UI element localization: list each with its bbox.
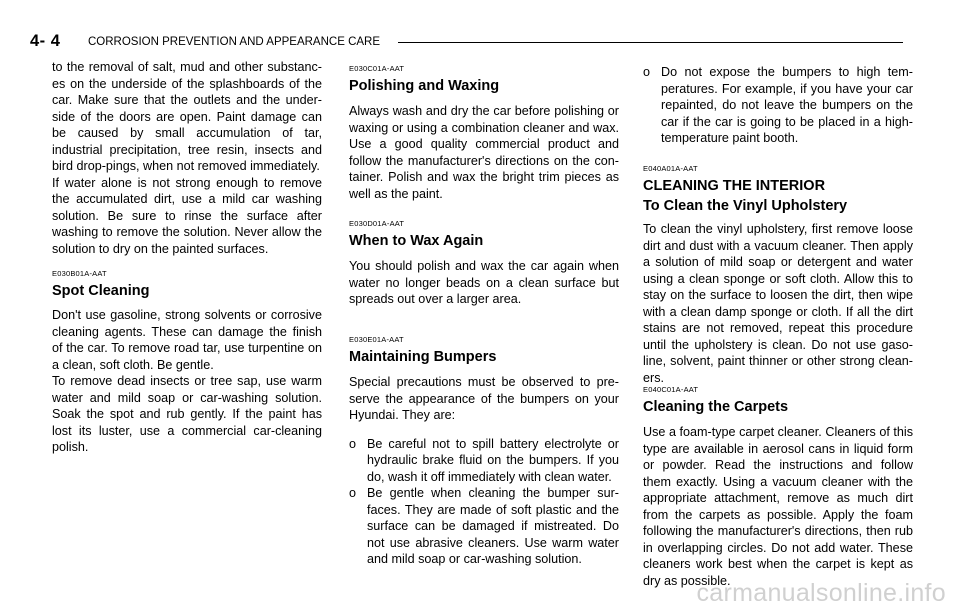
section-polishing-waxing	[349, 64, 619, 202]
list-item	[349, 436, 619, 486]
section-code: E030D01A-AAT	[349, 219, 405, 228]
section-when-to-wax	[349, 219, 619, 308]
section-title: Cleaning the Carpets	[643, 399, 789, 415]
list-item	[643, 64, 913, 147]
section-title: Polishing and Waxing	[349, 78, 500, 94]
page-header	[0, 0, 960, 60]
section-title: CLEANING THE INTERIOR	[643, 178, 826, 194]
polish-paragraph: Always wash and dry the car before polishing or waxing or using a combination cleaner and wax. Use a good quality commercial product and follow the manufacturer's directions on the con-tainer. Polish and wax the bright trim pieces as well as the paint.	[349, 104, 619, 201]
spot-paragraph-2: To remove dead insects or tree sap, use warm water and mild soap or car-washing solution. Soak the spot and rub gently. If the paint has lost its luster, use a commercial car-cleaning polish.	[52, 374, 322, 454]
section-subtitle: To Clean the Vinyl Upholstery	[643, 198, 848, 214]
bullet-text: Do not expose the bumpers to high tem-peratures. For example, if you have your car repainted, do not leave the bumpers on the car if the car is going to be placed in a high-temperature paint booth.	[661, 65, 913, 145]
section-code: E030E01A-AAT	[349, 335, 404, 344]
section-title: Spot Cleaning	[52, 283, 150, 299]
intro-paragraph-2: If water alone is not strong enough to remove the accumulated dirt, use a mild car washing solution. Be sure to rinse the surface after washing to remove the solution. Never allow the solution to dry on the painted surfaces.	[52, 175, 322, 256]
section-spot-cleaning	[52, 269, 322, 456]
section-code: E030B01A-AAT	[52, 269, 107, 278]
section-title: When to Wax Again	[349, 233, 484, 249]
carpets-paragraph: Use a foam-type carpet cleaner. Cleaners of this type are available in aerosol cans in liquid form or powder. Read the instructions and follow them exactly. Using a vacuum cleaner with the appropriate attachment, remove as much dirt from the carpets as possible. Apply the foam following the manufacturer's directions, then rub in overlapping circles. Do not add water. These cleaners work best when the carpet is kept as dry as possible.	[643, 425, 913, 588]
interior-paragraph: To clean the vinyl upholstery, first remove loose dirt and dust with a vacuum cleaner. Then apply a solution of mild soap or detergent and water using a clean sponge or soft cloth. Allow this to stay on the surface to loosen the dirt, then wipe with a clean damp sponge or cloth. If all the dirt stains are not removed, repeat this procedure until the upholstery is clean. Do not use gaso-line, solvent, paint thinner or other strong clean-ers.	[643, 222, 913, 385]
section-cleaning-interior	[643, 164, 913, 386]
header-rule	[398, 42, 903, 43]
bullet-marker: o	[349, 436, 357, 451]
chapter-title: CORROSION PREVENTION AND APPEARANCE CARE	[88, 36, 381, 48]
section-code: E040C01A-AAT	[643, 385, 699, 394]
bullet-text: Be careful not to spill battery electrolyte or hydraulic brake fluid on the bumpers. If you do, wash it off immediately with clean water.	[367, 436, 619, 484]
bullet-text: Be gentle when cleaning the bumper sur-faces. They are made of soft plastic and the surface can be damaged if mistreated. Do not use abrasive cleaners. Use warm water and mild soap or car-washing solution.	[367, 486, 619, 566]
section-cleaning-carpets	[643, 385, 913, 589]
section-title: Maintaining Bumpers	[349, 349, 497, 365]
bumpers-paragraph: Special precautions must be observed to pre-serve the appearance of the bumpers on your Hyundai. They are:	[349, 375, 619, 422]
intro-paragraph-1: to the removal of salt, mud and other substanc-es on the underside of the splashboards of the car. Make sure that the outlets and the under-side of the doors are open. Paint damage can be caused by small accumulation of tar, industrial precipitation, tree resin, insects and bird drop-pings, when not removed immediately.	[52, 60, 322, 173]
section-code: E040A01A-AAT	[643, 164, 698, 173]
page-number: 4- 4	[30, 32, 61, 50]
bullet-marker: o	[349, 486, 357, 500]
wax-paragraph: You should polish and wax the car again when water no longer beads on a clean surface but spreads out over a larger area.	[349, 259, 619, 306]
column-3	[643, 60, 913, 588]
watermark: carmanualsonline.info	[696, 579, 946, 607]
column-1	[52, 59, 322, 454]
bullet-marker: o	[643, 65, 651, 79]
section-maintaining-bumpers	[349, 335, 619, 568]
section-code: E030C01A-AAT	[349, 64, 405, 73]
list-item	[349, 485, 619, 568]
spot-paragraph-1: Don't use gasoline, strong solvents or corrosive cleaning agents. These can damage the finish of the car. To remove road tar, use turpentine on a clean, soft cloth. Be gentle.	[52, 308, 322, 372]
